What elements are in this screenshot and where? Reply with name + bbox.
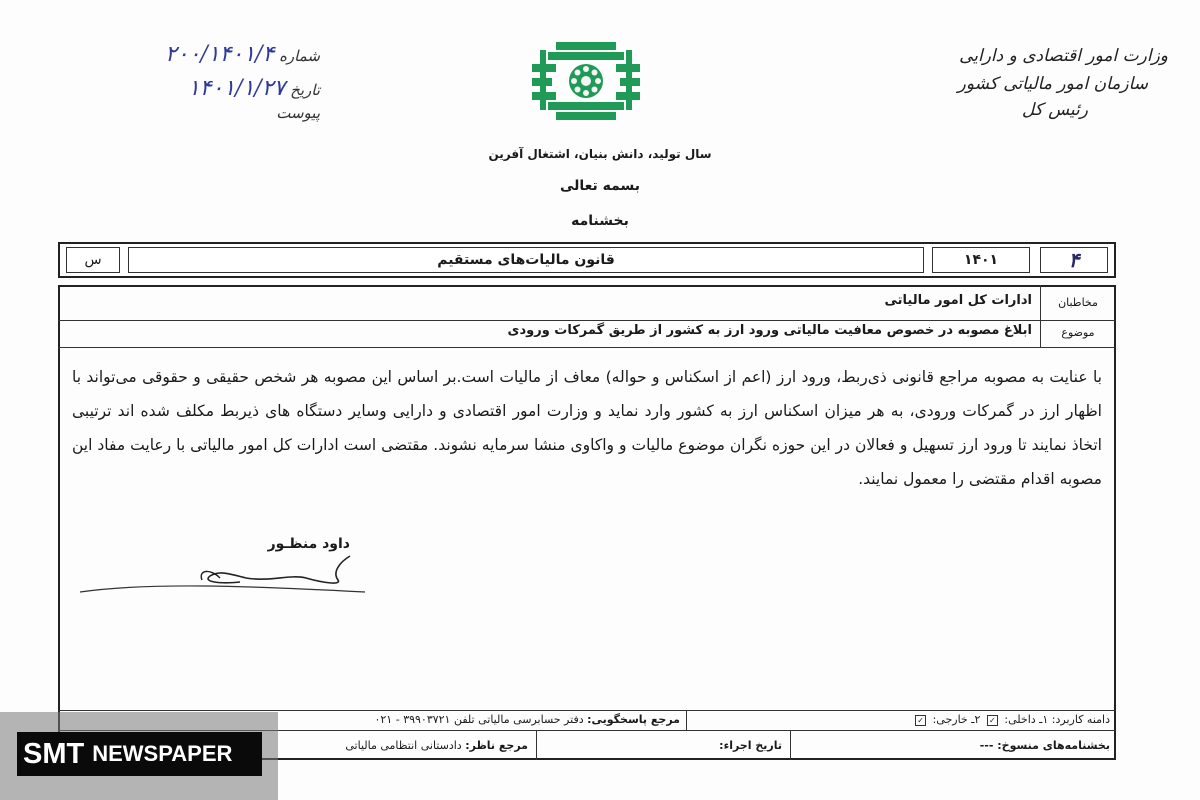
attachment-label: پیوست <box>276 104 320 122</box>
revoked-row <box>800 739 1110 752</box>
scope-internal: ۱ـ داخلی: <box>1004 713 1049 726</box>
document-type: بخشنامه <box>571 213 629 229</box>
handwritten-signature <box>70 552 370 598</box>
tax-organization-logo <box>526 40 646 122</box>
addressees-label: مخاطبان <box>1058 296 1098 309</box>
subject-value: ابلاغ مصوبه در خصوص معافیت مالیاتی ورود ارز به کشور از طریق گمرکات ورودی <box>507 323 1032 338</box>
supervisor-row <box>290 739 528 752</box>
revoked-value: --- <box>979 739 994 752</box>
number-label: شماره <box>279 47 320 65</box>
director-title: رئیس کل <box>1021 100 1088 120</box>
scope-label: دامنه کاربرد: <box>1051 713 1110 726</box>
year-cell: ۱۴۰۱ <box>932 247 1030 273</box>
organization-name: سازمان امور مالیاتی کشور <box>957 74 1148 94</box>
external-checkbox: ✓ <box>915 715 926 726</box>
date-value: ۱۴۰۱/۱/۲۷ <box>187 76 286 101</box>
signatory-name: داود منظـور <box>267 536 350 552</box>
divider <box>58 710 1116 711</box>
date-row <box>70 76 320 101</box>
divider <box>58 320 1116 321</box>
supervisor-value: دادستانی انتظامی مالیاتی <box>345 739 462 752</box>
circular-body-text: با عنایت به مصوبه مراجع قانونی ذی‌ربط، ورود ارز (اعم از اسکناس و حواله) معاف از مالیات است.بر اساس این مصوبه هر شخص حقیقی و حقوقی می‌تواند با اظهار ارز در گمرکات ورودی، به هر میزان اسکناس ارز به کشور وارد نماید و وزارت امور اقتصادی و دارایی وسایر دستگاه های ذیربط مکلف شده اند ترتیبی اتخاذ نمایند تا ورود ارز تسهیل و فعالان در این حوزه نگران موضوع مالیات و واکاوی منشا سرمایه نشوند. مقتضی است ادارات کل امور مالیاتی با رعایت مفاد این مصوبه اقدام مقتضی را معمول نمایند. <box>72 368 1102 488</box>
attachment-row <box>70 104 320 122</box>
date-label: تاریخ <box>290 81 320 99</box>
year-slogan: سال تولید، دانش بنیان، اشتغال آفرین <box>488 147 712 161</box>
number-value: ۲۰۰/۱۴۰۱/۴ <box>164 42 275 67</box>
brand-watermark <box>17 732 262 776</box>
basmala: بسمه تعالی <box>559 178 641 194</box>
scope-external: ۲ـ خارجی: <box>932 713 981 726</box>
ministry-name: وزارت امور اقتصادی و دارایی <box>959 46 1168 66</box>
subject-label: موضوع <box>1061 326 1095 339</box>
divider <box>58 347 1116 348</box>
scope-row <box>696 713 1110 726</box>
addressees-value: ادارات کل امور مالیاتی <box>884 293 1032 308</box>
divider <box>686 710 687 730</box>
divider <box>790 730 791 760</box>
divider <box>1040 285 1041 347</box>
law-title: قانون مالیات‌های مستقیم <box>128 247 924 273</box>
circular-body-frame <box>58 285 1116 760</box>
reply-ref-label: مرجع پاسخگویی: <box>587 713 680 726</box>
divider <box>536 730 537 760</box>
exec-date-label: تاریخ اجراء: <box>719 739 782 752</box>
series-number: ۴ <box>1040 247 1108 273</box>
reply-ref-value: دفتر حسابرسی مالیاتی تلفن ۳۹۹۰۳۷۲۱ - ۰۲۱ <box>374 713 584 726</box>
reply-ref-row <box>290 713 680 726</box>
revoked-label: بخشنامه‌های منسوخ: <box>997 739 1110 752</box>
brand-primary: SMT <box>23 737 85 770</box>
internal-checkbox: ✓ <box>987 715 998 726</box>
brand-secondary: NEWSPAPER <box>92 741 233 766</box>
supervisor-label: مرجع ناظر: <box>465 739 528 752</box>
number-row <box>70 42 320 67</box>
code-cell: س <box>66 247 120 273</box>
